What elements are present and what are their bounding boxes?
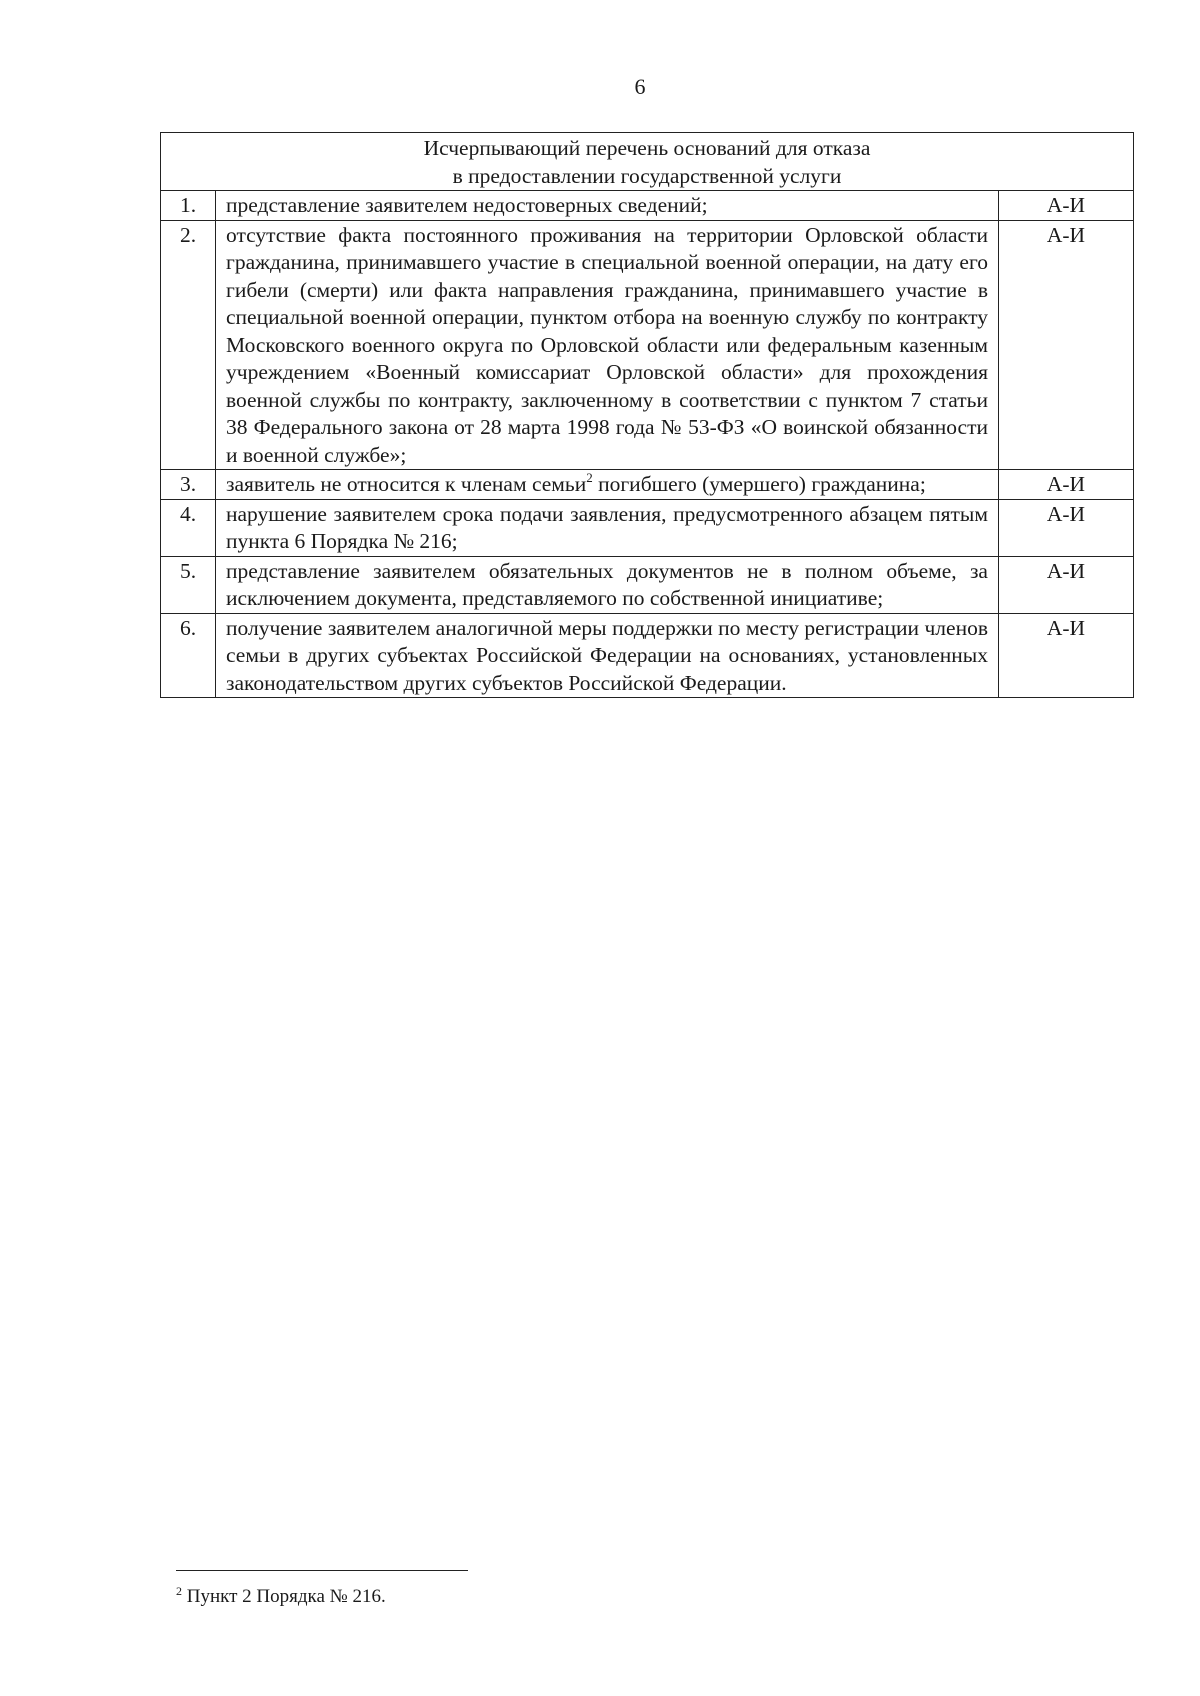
- row-text: получение заявителем аналогичной меры поддержки по месту регистрации членов семьи в других субъектах Российской Федерации на основаниях, установленных законодательством других субъектов Российской Федерации.: [216, 613, 999, 698]
- footnote-text: Пункт 2 Порядка № 216.: [182, 1586, 386, 1607]
- row-code: А-И: [998, 191, 1133, 221]
- page-number: 6: [634, 74, 646, 99]
- table-row: [161, 470, 1134, 500]
- table-header-row: [161, 133, 1134, 191]
- table-header-line: Исчерпывающий перечень оснований для отказа: [423, 136, 871, 160]
- table-row: [161, 191, 1134, 221]
- table-row: [161, 556, 1134, 613]
- row-text-part: погибшего (умершего) гражданина;: [592, 472, 926, 496]
- row-number: 5.: [161, 556, 216, 613]
- row-text: отсутствие факта постоянного проживания на территории Орловской области гражданина, принимавшего участие в специальной военной операции, на дату его гибели (смерти) или факта направления гражданина, принимавшего участие в специальной военной операции, пунктом отбора на военную службу по контракту Московского военного округа по Орловской области или федеральным казенным учреждением «Военный комиссариат Орловской области» для прохождения военной службы по контракту, заключенному в соответствии с пунктом 7 статьи 38 Федерального закона от 28 марта 1998 года № 53-ФЗ «О воинской обязанности и военной службе»;: [216, 220, 999, 470]
- table-row: [161, 499, 1134, 556]
- row-text: представление заявителем обязательных документов не в полном объеме, за исключением документа, представляемого по собственной инициативе;: [216, 556, 999, 613]
- table-row: [161, 613, 1134, 698]
- row-text-part: заявитель не относится к членам семьи: [226, 472, 587, 496]
- row-number: 1.: [161, 191, 216, 221]
- row-text: представление заявителем недостоверных сведений;: [216, 191, 999, 221]
- row-code: А-И: [998, 499, 1133, 556]
- footnote-marker: 2: [176, 1584, 182, 1598]
- row-number: 4.: [161, 499, 216, 556]
- footnote: [176, 1586, 386, 1608]
- row-number: 6.: [161, 613, 216, 698]
- row-code: А-И: [998, 613, 1133, 698]
- row-text: нарушение заявителем срока подачи заявления, предусмотренного абзацем пятым пункта 6 Порядка № 216;: [216, 499, 999, 556]
- row-text: [216, 470, 999, 500]
- row-code: А-И: [998, 556, 1133, 613]
- table-header-line: в предоставлении государственной услуги: [452, 163, 842, 188]
- table-header: [161, 133, 1134, 191]
- footnote-separator: [176, 1570, 468, 1571]
- row-code: А-И: [998, 220, 1133, 470]
- row-number: 2.: [161, 220, 216, 470]
- refusal-grounds-table: [160, 132, 1134, 698]
- footnote-reference: 2: [586, 470, 593, 485]
- row-code: А-И: [998, 470, 1133, 500]
- row-number: 3.: [161, 470, 216, 500]
- table-row: [161, 220, 1134, 470]
